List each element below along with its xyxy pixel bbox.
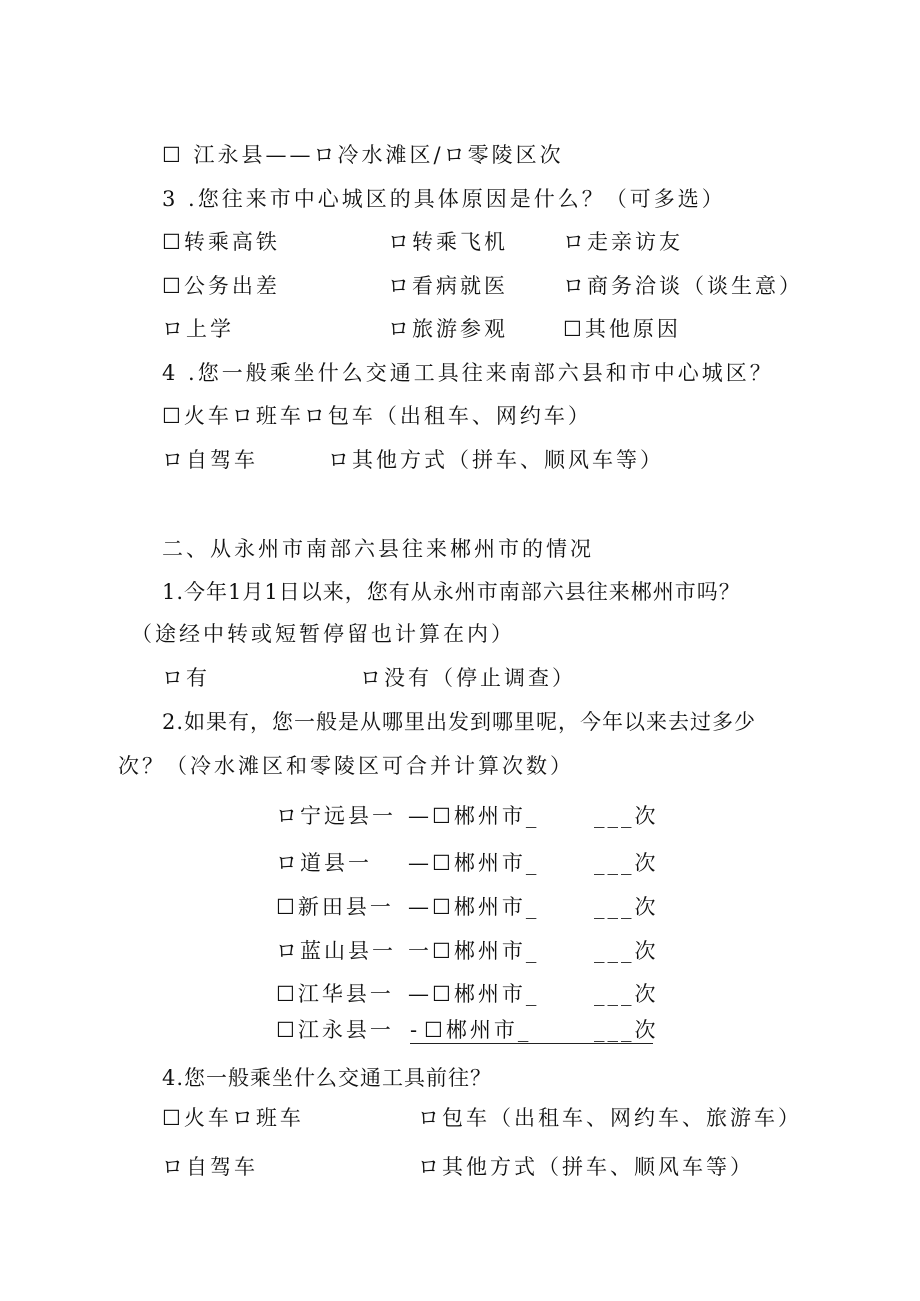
option-medical[interactable]: ロ看病就医 — [388, 274, 508, 298]
route-dash: — — [408, 851, 432, 875]
route-count-blank[interactable]: ___次 — [594, 804, 659, 828]
question-4-travel: 4.您一般乘坐什么交通工具前往？ — [162, 1066, 493, 1090]
option-no[interactable]: ロ没有（停止调查） — [360, 666, 576, 690]
fill-in-underline — [410, 1043, 653, 1044]
route-from-lanshan[interactable]: ロ蓝山县一 — [276, 939, 396, 963]
option-self-drive[interactable]: ロ自驾车 — [162, 448, 258, 472]
option-other-transport-2[interactable]: ロ其他方式（拼车、顺风车等） — [418, 1155, 754, 1179]
option-other-transport[interactable]: ロ其他方式（拼车、顺风车等） — [328, 448, 664, 472]
route-to-chenzhou[interactable]: ☐郴州市_ — [432, 804, 540, 828]
option-transfer-flight[interactable]: ロ转乘飞机 — [388, 230, 508, 254]
transport-options-row1[interactable]: ☐火车ロ班车ロ包车（出租车、网约车） — [162, 404, 592, 428]
route-dash: — — [408, 895, 432, 919]
option-business-talks[interactable]: ロ商务洽谈（谈生意） — [563, 274, 803, 298]
route-dash: 一 — [408, 939, 432, 963]
section-heading: 二、从永州市南部六县往来郴州市的情况 — [162, 537, 594, 561]
route-to-chenzhou[interactable]: ☐郴州市_ — [432, 982, 540, 1006]
route-from-jianghua[interactable]: ☐江华县一 — [276, 982, 394, 1006]
route-count-blank[interactable]: ___次 — [594, 895, 659, 919]
route-from-xintian[interactable]: ☐新田县一 — [276, 895, 394, 919]
route-jiangyong-line: ☐ 江永县——ロ冷水滩区/ロ零陵区次 — [162, 143, 564, 167]
question-2-line2: 次？（冷水滩区和零陵区可合并计算次数） — [118, 754, 574, 778]
question-4-transport: 4 .您一般乘坐什么交通工具往来南部六县和市中心城区？ — [162, 361, 774, 385]
option-school[interactable]: ロ上学 — [162, 317, 234, 341]
option-tourism[interactable]: ロ旅游参观 — [388, 317, 508, 341]
route-from-jiangyong[interactable]: ☐江永县一 — [276, 1018, 394, 1042]
route-to-chenzhou[interactable]: ☐郴州市_ — [432, 939, 540, 963]
option-yes[interactable]: ロ有 — [162, 666, 210, 690]
question-3: 3 .您往来市中心城区的具体原因是什么？（可多选） — [162, 187, 726, 211]
question-1-note: （途经中转或短暂停留也计算在内） — [131, 622, 515, 646]
route-count-blank[interactable]: ___次 — [594, 1018, 659, 1042]
option-transfer-rail[interactable]: ☐转乘高铁 — [162, 230, 280, 254]
route-to-chenzhou[interactable]: ☐郴州市_ — [424, 1018, 532, 1042]
option-visit-relatives[interactable]: ロ走亲访友 — [563, 230, 683, 254]
route-dash: - — [410, 1018, 421, 1042]
option-business-trip[interactable]: ☐公务出差 — [162, 274, 280, 298]
route-from-daoxian[interactable]: ロ道县一 — [276, 851, 372, 875]
question-1: 1.今年1月1日以来，您有从永州市南部六县往来郴州市吗？ — [162, 580, 741, 604]
route-to-chenzhou[interactable]: ☐郴州市_ — [432, 851, 540, 875]
option-train-bus[interactable]: ☐火车ロ班车 — [162, 1106, 304, 1130]
option-other-reason[interactable]: ☐其他原因 — [563, 317, 681, 341]
route-count-blank[interactable]: ___次 — [594, 982, 659, 1006]
option-self-drive-2[interactable]: ロ自驾车 — [162, 1155, 258, 1179]
route-dash: — — [408, 804, 432, 828]
option-charter[interactable]: ロ包车（出租车、网约车、旅游车） — [418, 1106, 802, 1130]
route-count-blank[interactable]: ___次 — [594, 851, 659, 875]
question-2-line1: 2.如果有，您一般是从哪里出发到哪里呢，今年以来去过多少 — [162, 710, 757, 734]
route-from-ningyuan[interactable]: ロ宁远县一 — [276, 804, 396, 828]
route-dash: — — [408, 982, 432, 1006]
route-count-blank[interactable]: ___次 — [594, 939, 659, 963]
route-to-chenzhou[interactable]: ☐郴州市_ — [432, 895, 540, 919]
